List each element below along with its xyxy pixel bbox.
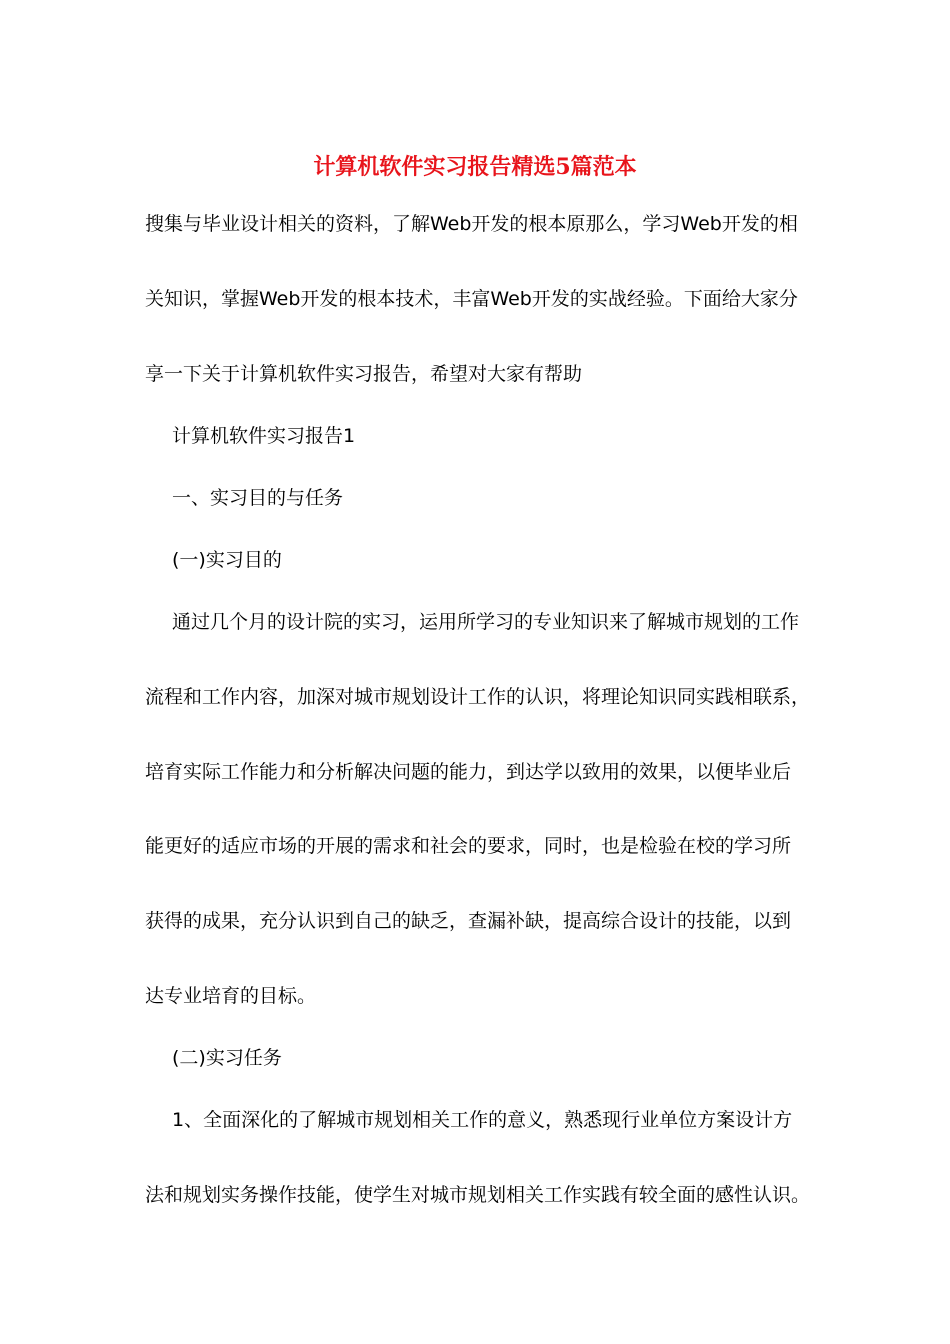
paragraph-line: 法和规划实务操作技能，使学生对城市规划相关工作实践有较全面的感性认识。 [145, 1184, 811, 1206]
paragraph-line: 获得的成果，充分认识到自己的缺乏，查漏补缺，提高综合设计的技能，以到 [145, 910, 792, 932]
subsection-heading: (二)实习任务 [172, 1047, 282, 1069]
paragraph-line: 关知识，掌握Web开发的根本技术，丰富Web开发的实战经验。下面给大家分 [145, 288, 798, 310]
section-heading: 一、实习目的与任务 [172, 487, 344, 509]
paragraph-line: 达专业培育的目标。 [145, 985, 317, 1007]
paragraph-line: 流程和工作内容，加深对城市规划设计工作的认识，将理论知识同实践相联系， [145, 686, 811, 708]
paragraph-line: 搜集与毕业设计相关的资料，了解Web开发的根本原那么，学习Web开发的相 [145, 213, 798, 235]
subsection-heading: (一)实习目的 [172, 549, 282, 571]
section-heading: 计算机软件实习报告1 [172, 425, 356, 447]
paragraph-line: 能更好的适应市场的开展的需求和社会的要求，同时，也是检验在校的学习所 [145, 835, 792, 857]
paragraph-line: 通过几个月的设计院的实习，运用所学习的专业知识来了解城市规划的工作 [172, 611, 800, 633]
paragraph-line: 享一下关于计算机软件实习报告，希望对大家有帮助 [145, 363, 583, 385]
paragraph-line: 培育实际工作能力和分析解决问题的能力，到达学以致用的效果，以便毕业后 [145, 761, 792, 783]
paragraph-line: 1、全面深化的了解城市规划相关工作的意义，熟悉现行业单位方案设计方 [172, 1109, 793, 1131]
document-title: 计算机软件实习报告精选5篇范本 [313, 154, 637, 180]
